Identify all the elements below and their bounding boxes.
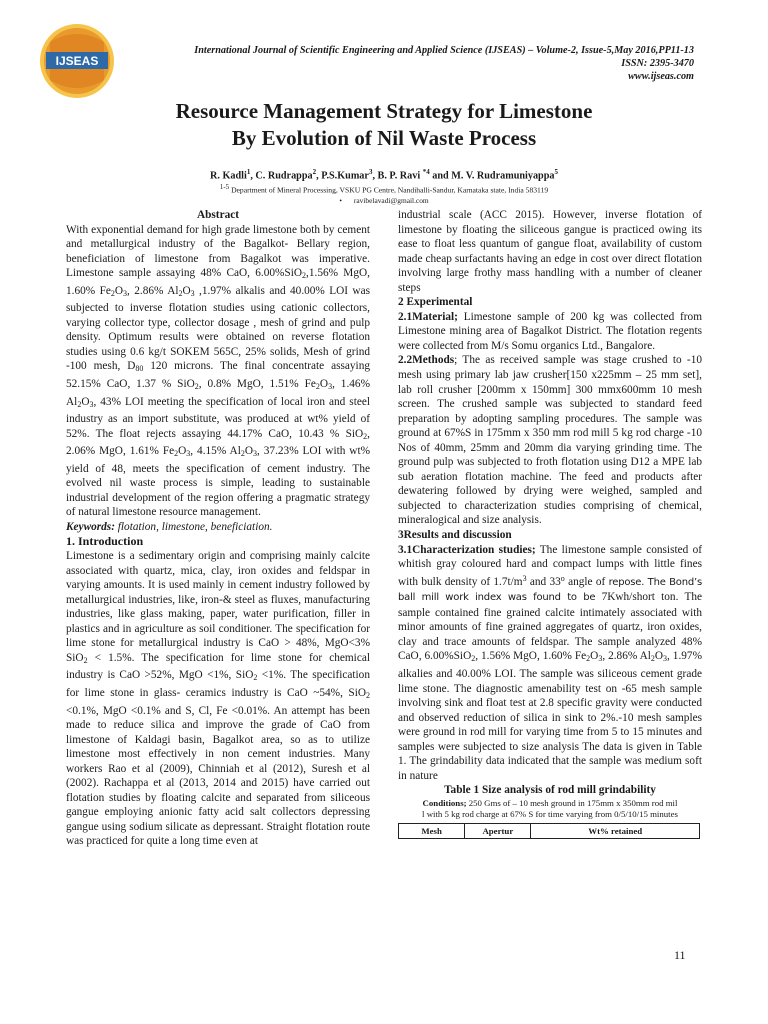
author-3-sup: 3 bbox=[368, 168, 373, 176]
intro-continued: industrial scale (ACC 2015). However, inverse flotation of limestone by floating the siliceous gangue is practiced owing its ease to float less quantum of gangue float, availability of custom made cheap surfactants having an edge in cost over direct flotation involving large frothy mass handling with a number of cleaner steps bbox=[398, 209, 702, 294]
author-4: , B. P. Ravi bbox=[372, 170, 423, 182]
author-1: R. Kadli bbox=[210, 170, 247, 182]
abstract-body: With exponential demand for high grade limestone both by cement and metallurgical industry of the Bagalkot- Bellary region, beneficiation of limestone from Bagalkot was imperative. Limestone sample assaying 48% CaO, 6.00%SiO$_2$,1.56% MgO, 1.60% $Fe_2O_3$, 2.86% $Al_2O_3$ ,1.97% alkalis and 40.00% LOI was subjected to inverse flotation studies using cationic collectors, varying collector type, collector dosage , mesh of grind and pulp density. Optimum results were obtained on reverse flotation studies using 0.6 kg/t SOKEM 565C, 25% solids, Mesh of grind -100 mesh, $D_{80}$ 120 microns. The final concentrate assaying 52.15% CaO, 1.37 % SiO$_2$, 0.8% MgO, 1.51% $Fe_2O_3$, 1.46% $Al_2O_3$, 43% LOI meeting the specification of local iron and steel industry as an import substitute, was produced at wt% yield of 52%. The float rejects assaying 44.17% CaO, 10.43 % SiO$_2$, 2.06% MgO, 1.61% $Fe_2O_3$, 4.15% $Al_2O_3$, 37.23% LOI with wt% yield of 48, meets the specification of cement industry. The evolved nil waste process is simple, leading to sustainable industrial development of the region offering a pragmatic strategy of natural limestone resource management. bbox=[66, 223, 371, 519]
author-3: , P.S.Kumar bbox=[316, 170, 369, 182]
right-column bbox=[398, 208, 702, 839]
affiliation-sup: 1-5 bbox=[219, 183, 230, 191]
material-label: 2.1Material; bbox=[398, 310, 458, 323]
left-column bbox=[66, 208, 370, 849]
experimental-heading: 2 Experimental bbox=[398, 296, 473, 309]
email-link[interactable]: ravibelavadi@gmail.com bbox=[353, 196, 429, 205]
table-1-conditions: Conditions; 250 Gms of – 10 mesh ground in 175mm x 350mm rod mil l with 5 kg rod charge at 67% S for time varying from 0/5/10/15 minutes bbox=[422, 797, 678, 820]
author-5-sup: 5 bbox=[554, 168, 558, 176]
material-paragraph: 2.1Material; Limestone sample of 200 kg was collected from Limestone mining area of Bagalkot District. The flotation regents were collected from M/s Somu organics Ltd., Bangalore. bbox=[398, 310, 702, 352]
affiliation bbox=[60, 183, 708, 195]
email-bullet: • bbox=[339, 196, 342, 205]
keywords-label: Keywords: bbox=[66, 520, 115, 533]
header-mesh: Mesh bbox=[399, 823, 465, 839]
page-number: 11 bbox=[674, 948, 686, 962]
keywords bbox=[66, 520, 370, 535]
ijseas-logo bbox=[38, 22, 116, 100]
affiliation-text: Department of Mineral Processing, VSKU PG Centre, Nandihalli-Sandur, Karnataka state, India 583119 bbox=[229, 185, 549, 195]
title-line-2: By Evolution of Nil Waste Process bbox=[231, 126, 537, 150]
author-list bbox=[60, 168, 708, 181]
table-1-title: Table 1 Size analysis of rod mill grindability bbox=[444, 784, 656, 797]
author-4-sup: *4 bbox=[422, 168, 430, 176]
conditions-label: Conditions; bbox=[422, 797, 467, 808]
characterization-paragraph: 3.1Characterization studies; The limestone sample consisted of whitish gray coloured hard and compact lumps with little fines with bulk density of $1.7t/m^3$ and 33$^o$ angle of repose. The Bond’s ball mill work index was found to be 7Kwh/short ton. The sample contained fine grained calcite intimately associated with minor amounts of fine grained aggregates of quartz, iron oxides, clay and trace amounts of feldspar. The sample analyzed 48% CaO, 6.00%SiO$_2$, 1.56% MgO, 1.60% $Fe_2O_3$, 2.86% $Al_2O_3$, 1.97% alkalies and 40.00% LOI. The sample was siliceous cement grade lime stone. The diagnostic amenability test on -65 mesh sample involving sink and float test at 2.8 specific gravity were conducted and observed reduction of silica in sink to 2%.-10 mesh samples were ground in rod mill for varying time from 5 to 15 minutes and samples were subjected to size analysis The data is given in Table 1. The grindability data indicated that the sample was medium soft in nature bbox=[398, 543, 703, 782]
abstract-heading: Abstract bbox=[196, 209, 240, 221]
author-2-sup: 2 bbox=[312, 168, 317, 176]
journal-citation: International Journal of Scientific Engineering and Applied Science (IJSEAS) – Volume-2, Issue-5,May 2016,PP11-13 bbox=[194, 45, 694, 56]
intro-body: Limestone is a sedimentary origin and comprising mainly calcite associated with quartz, mica, clay, iron oxides and feldspar in varying amounts. It is used mainly in cement industry followed by metallurgical industries, like, iron-& steel as fluxes, manufacturing industries, like glass making, paper, water purification, filler in plastics and in agriculture as soil conditioner. The specification for lime stone for metallurgical industry is CaO > 48%, MgO<3% SiO$_2$ < 1.5%. The specification for lime stone for chemical industry is CaO >52%, MgO <1%, SiO$_2$ <1%. The specification for lime stone in glass- ceramics industry is CaO ~54%, SiO$_2$ <0.1%, MgO <0.1% and S, Cl, Fe <0.01%. An attempt has been made to reduce silica and improve the grade of CaO from limestone of Kaldagi basin, Bagalkot area, so as to utilize limestone most effectively in non cement industries. Many workers Rao et al (2009), Chinniah et al (2012), Suresh et al (2002). Rachappa et al (2013, 2014 and 2015) have carried out flotation studies by floating calcite and separated from siliceous gangue employing anionic fatty acid salt collectors depressing gangue using sodium silicate as depressant. Straight flotation route was practiced for quite a long time even at bbox=[66, 550, 370, 848]
header-wt-retained: Wt% retained bbox=[531, 823, 700, 839]
author-1-sup: 1 bbox=[246, 168, 251, 176]
methods-label: 2.2Methods bbox=[398, 354, 455, 367]
logo-text: IJSEAS bbox=[55, 54, 99, 68]
methods-paragraph: 2.2Methods; The as received sample was stage crushed to -10 mesh using primary lab jaw crusher[150 x225mm – 25 mm set], lab roll crusher [200mm x 150mm] 300 mmx600mm 10 mesh screen. The crushed sample was subjected to standard feed preparation by adopting sampling procedures. The sample was ground at 67%S in 175mm x 350 mm rod mill 5 kg rod charge -10 Nos of 40mm, 25mm and 20mm dia varying grinding time. The ground pulp was subjected to froth flotation using D12 a MPE lab sub aeration flotation machine. The feed and products after dewatering followed by drying were weighed, sampled and subjected to characterization studies comprising of chemical, mineralogical and size analysis. bbox=[398, 354, 702, 527]
title-line-1: Resource Management Strategy for Limestone bbox=[175, 99, 593, 123]
email-line bbox=[60, 196, 708, 205]
journal-issn: ISSN: 2395-3470 bbox=[621, 58, 694, 69]
table-header-row bbox=[399, 823, 700, 839]
header-aperture: Apertur bbox=[465, 823, 531, 839]
journal-website: www.ijseas.com bbox=[628, 71, 694, 82]
size-analysis-table bbox=[398, 823, 700, 840]
keywords-text: flotation, limestone, beneficiation. bbox=[114, 520, 273, 533]
results-heading: 3Results and discussion bbox=[398, 529, 512, 542]
journal-header bbox=[194, 44, 694, 83]
paper-title bbox=[80, 98, 688, 152]
characterization-label: 3.1Characterization studies; bbox=[398, 543, 536, 556]
intro-heading: 1. Introduction bbox=[66, 534, 144, 549]
author-2: , C. Rudrappa bbox=[250, 170, 313, 182]
author-5: and M. V. Rudramuniyappa bbox=[429, 170, 555, 182]
